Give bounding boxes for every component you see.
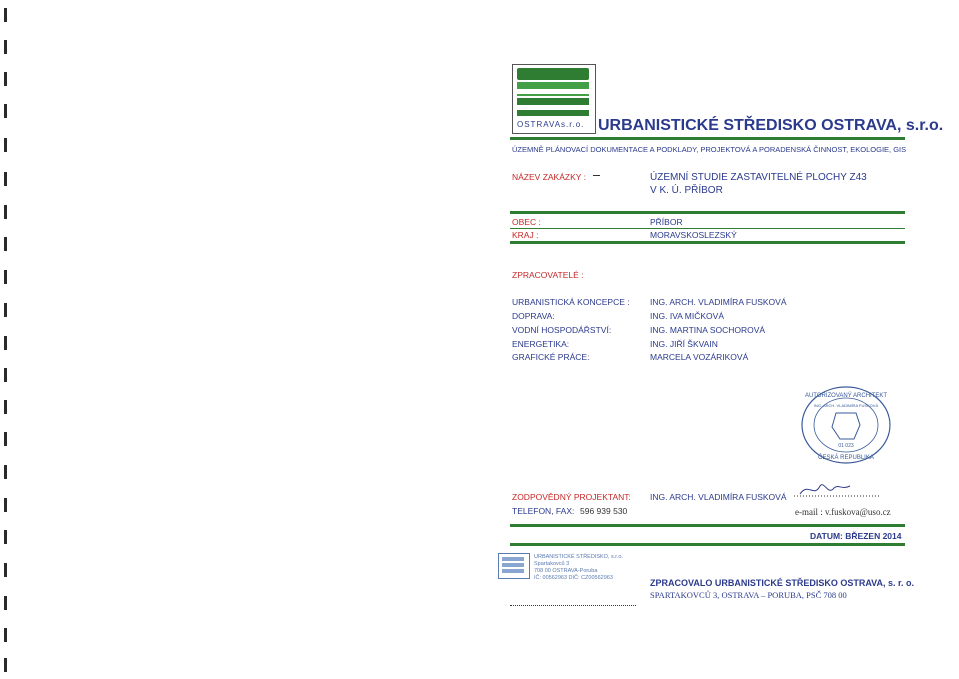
divider <box>510 241 905 244</box>
signature-line <box>510 604 636 606</box>
stamp-emblem <box>832 413 860 439</box>
logo-shape <box>517 68 589 80</box>
address: SPARTAKOVCŮ 3, OSTRAVA – PORUBA, PSČ 708 00 <box>650 590 847 600</box>
binding-mark <box>4 400 7 414</box>
binding-mark <box>4 104 7 118</box>
author-role: URBANISTICKÁ KONCEPCE : <box>512 297 630 307</box>
author-name: ING. ARCH. VLADIMÍRA FUSKOVÁ <box>650 297 787 307</box>
architect-stamp <box>800 385 892 465</box>
prepared-by: ZPRACOVALO URBANISTICKÉ STŘEDISKO OSTRAVA, s. r. o. <box>650 578 915 588</box>
stamp-top-text: AUTORIZOVANÝ ARCHITEKT <box>804 393 888 399</box>
divider <box>510 228 905 229</box>
author-role: VODNÍ HOSPODÁŘSTVÍ: <box>512 325 612 335</box>
company-stamp-line: URBANISTICKÉ STŘEDISKO, s.r.o. <box>534 554 623 560</box>
author-role: GRAFICKÉ PRÁCE: <box>512 352 590 362</box>
binding-mark <box>4 498 7 512</box>
divider <box>510 137 905 140</box>
company-subtitle: ÚZEMNĚ PLÁNOVACÍ DOKUMENTACE A PODKLADY, PROJEKTOVÁ A PORADENSKÁ ČINNOST, EKOLOGIE, GIS <box>512 145 907 154</box>
phone-label: TELEFON, FAX: <box>512 506 575 516</box>
logo-shape <box>517 89 589 94</box>
author-name: ING. IVA MIČKOVÁ <box>650 311 724 321</box>
author-role: DOPRAVA: <box>512 311 555 321</box>
stamp-bottom-text: ČESKÁ REPUBLIKA <box>818 455 874 461</box>
author-name: ING. JIŘÍ ŠKVAIN <box>650 339 718 349</box>
divider <box>510 211 905 214</box>
company-stamp-text <box>534 554 623 582</box>
divider <box>510 543 905 546</box>
binding-mark <box>4 336 7 350</box>
company-logo <box>512 64 596 134</box>
binding-mark <box>4 530 7 544</box>
binding-mark <box>4 596 7 610</box>
binding-mark <box>4 270 7 284</box>
logo-shape <box>517 105 589 110</box>
binding-mark <box>4 303 7 317</box>
logo-text: OSTRAVAs.r.o. <box>517 120 585 129</box>
date-label: DATUM: <box>810 531 843 541</box>
dash <box>593 175 600 176</box>
divider <box>510 524 905 527</box>
responsible-label: ZODPOVĚDNÝ PROJEKTANT: <box>512 492 631 502</box>
binding-mark <box>4 368 7 382</box>
phone-value: 596 939 530 <box>580 506 628 516</box>
contract-line-2: V K. Ú. PŘÍBOR <box>650 185 723 196</box>
company-stamp-line: Spartakovců 3 <box>534 561 570 567</box>
binding-mark <box>4 205 7 219</box>
kraj-label: KRAJ : <box>512 230 539 240</box>
contract-line-1: ÚZEMNÍ STUDIE ZASTAVITELNÉ PLOCHY Z43 <box>650 172 867 183</box>
binding-mark <box>4 628 7 642</box>
contract-label: NÁZEV ZAKÁZKY : <box>512 172 587 182</box>
binding-mark <box>4 40 7 54</box>
stamp-logo <box>498 553 530 579</box>
binding-mark <box>4 658 7 672</box>
date-value: BŘEZEN 2014 <box>845 531 902 541</box>
obec-value: PŘÍBOR <box>650 217 683 227</box>
binding-mark <box>4 465 7 479</box>
author-role: ENERGETIKA: <box>512 339 570 349</box>
kraj-value: MORAVSKOSLEZSKÝ <box>650 230 737 240</box>
binding-mark <box>4 72 7 86</box>
obec-label: OBEC : <box>512 217 541 227</box>
company-stamp-line: 708 00 OSTRAVA-Poruba <box>534 568 598 574</box>
email: e-mail : v.fuskova@uso.cz <box>795 507 891 517</box>
date <box>810 531 901 541</box>
responsible-name: ING. ARCH. VLADIMÍRA FUSKOVÁ <box>650 492 787 502</box>
binding-mark <box>4 8 7 22</box>
binding-mark <box>4 432 7 446</box>
authors-heading: ZPRACOVATELÉ : <box>512 270 584 280</box>
binding-mark <box>4 237 7 251</box>
company-stamp-line: IČ: 00562963 DIČ: CZ00562963 <box>534 575 613 581</box>
stamp-number: 01 023 <box>838 443 854 449</box>
page-title: URBANISTICKÉ STŘEDISKO OSTRAVA, s.r.o. <box>598 117 944 134</box>
binding-mark <box>4 138 7 152</box>
binding-mark <box>4 563 7 577</box>
stamp-inner-text: ING. ARCH. VLADIMÍRA FUSKOVÁ <box>813 403 879 408</box>
signature <box>790 480 882 500</box>
binding-mark <box>4 172 7 186</box>
author-name: ING. MARTINA SOCHOROVÁ <box>650 325 766 335</box>
author-name: MARCELA VOZÁRIKOVÁ <box>650 352 749 362</box>
